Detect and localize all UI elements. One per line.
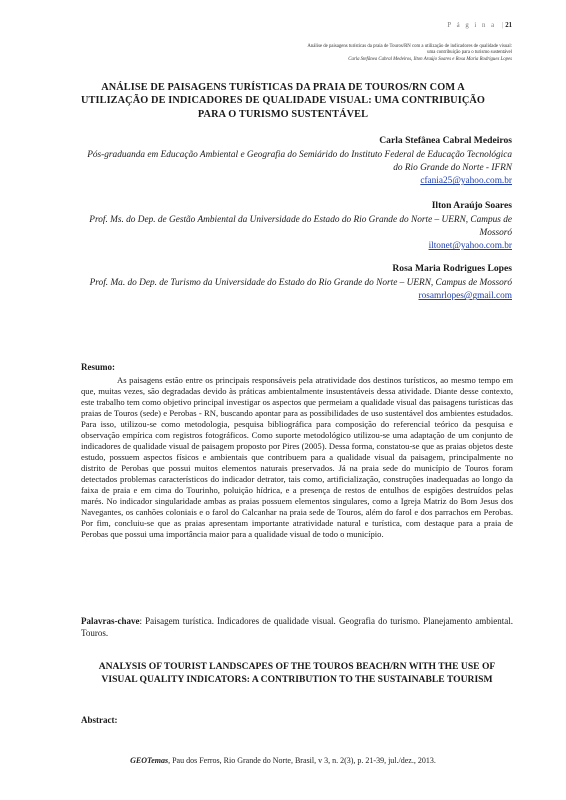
keywords [81,615,513,639]
author-affiliation-1: Pós-graduanda em Educação Ambiental e Geografia do Semiárido do Instituto Federal de Educação Tecnológica do Rio Grande do Norte - IFRN [87,150,512,174]
author-affiliation-2: Prof. Ms. do Dep. de Gestão Ambiental da Universidade do Estado do Rio Grande do Norte – UERN, Campus de Mossoró [89,215,512,239]
author-email-1[interactable]: cfania25@yahoo.com.br [420,176,512,187]
page-word: P á g i n a [447,22,497,29]
author-affiliation-3: Prof. Ma. do Dep. de Turismo da Universidade do Estado do Rio Grande do Norte – UERN, Campus de Mossoró [89,278,512,288]
english-title: ANALYSIS OF TOURIST LANDSCAPES OF THE TOUROS BEACH/RN WITH THE USE OF VISUAL QUALITY INDICATORS: A CONTRIBUTION TO THE SUSTAINABLE TOURISM [98,661,496,685]
keywords-label: Palavras-chave [81,616,140,626]
author-email-3[interactable]: rosamrlopes@gmail.com [418,291,512,302]
paper-title: ANÁLISE DE PAISAGENS TURÍSTICAS DA PRAIA DE TOUROS/RN COM A UTILIZAÇÃO DE INDICADORES DE QUALIDADE VISUAL: UMA CONTRIBUIÇÃO PARA O TURISMO SUSTENTÁVEL [80,82,486,120]
author-block-1 [82,135,512,187]
abstract-text: As paisagens estão entre os principais responsáveis pela atratividade dos destinos turísticos, ao mesmo tempo em que, muitas vezes, são degradadas devido às práticas ambientalmente insustentáveis dessa atividade. Diante desse contexto, este trabalho tem como objetivo principal investigar os aspectos que permeiam a qualidade visual das paisagens turísticas das praias de Touros (sede) e Perobas - RN, buscando apontar para as possibilidades de uso sustentável dos ambientes estudados. Para isso, utilizou-se como metodologia, pesquisa bibliográfica para composição do referencial teórico da pesquisa e observação empírica com registros fotográficos. Como suporte metodológico utilizou-se uma adaptação de um conjunto de indicadores de qualidade visual de paisagem proposto por Pires (2005). Dessa forma, constatou-se que as praias objetos deste estudo, possuem aspectos físicos e ambientais que contribuem para a qualidade visual da paisagem, principalmente no distrito de Perobas que possui muitos elementos naturais preservados. Já na praia sede do município de Touros foram detectados problemas característicos do indicador detrator, tais como, artificialização, construções inadequadas ao longo da faixa de praia e em cima do Tourinho, poluição hídrica, e a presença de restos de entulhos de espigões destruídos pelas marés. No indicador singularidade ambas as praias possuem elementos singulares, como a Igreja Matriz do Bom Jesus dos Navegantes, os canhões coloniais e o farol do Calcanhar na praia sede de Touros, além do farol e dos parrachos em Perobas. Por fim, concluiu-se que as praias apresentam importante atratividade natural e turística, com destaque para a praia de Perobas que possui uma importância maior para a qualidade visual de todo o município. [81,375,513,539]
page-separator: | [501,22,504,29]
author-email-2[interactable]: iltonet@yahoo.com.br [428,241,512,252]
running-header-article-line-1: Análise de paisagens turísticas da praia de Touros/RN com a utilização de indicadores de qualidade visual: [307,44,512,49]
running-header-authors: Carla Stefânea Cabral Medeiros, Ilton Araújo Soares e Rosa Maria Rodrigues Lopes [348,57,512,62]
page-footer [0,756,566,765]
author-name-1: Carla Stefânea Cabral Medeiros [379,135,512,146]
running-header-page [447,22,512,29]
keywords-text: : Paisagem turística. Indicadores de qualidade visual. Geografia do turismo. Planejamento ambiental. Touros. [81,616,513,638]
english-abstract-label: Abstract: [81,715,118,725]
abstract-body [81,375,513,540]
author-name-3: Rosa Maria Rodrigues Lopes [392,263,512,274]
page-number: 21 [505,22,512,29]
author-block-2 [82,200,512,252]
running-header-article-line-2: uma contribuição para o turismo sustentável [427,50,512,55]
author-name-2: Ilton Araújo Soares [431,200,512,211]
journal-logo: GEOTemas [130,756,169,765]
author-block-3 [82,263,512,302]
footer-citation: , Pau dos Ferros, Rio Grande do Norte, Brasil, v 3, n. 2(3), p. 21-39, jul./dez., 2013. [168,756,436,765]
abstract-label: Resumo: [81,362,115,372]
